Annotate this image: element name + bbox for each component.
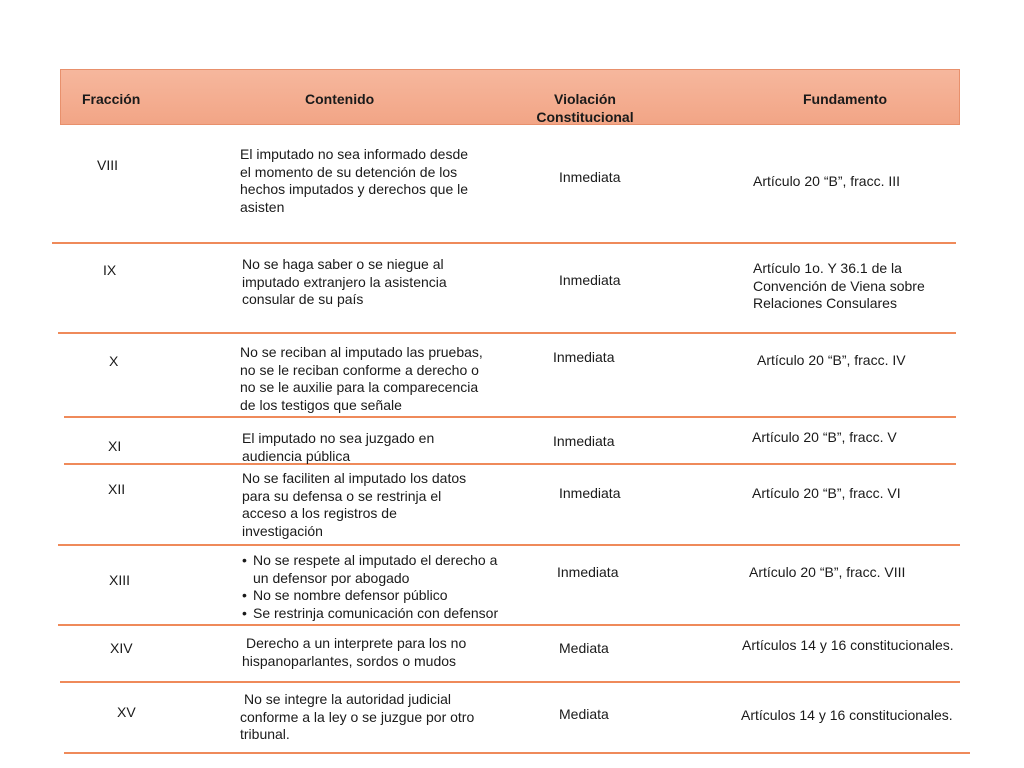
row-contenido: No se reciban al imputado las pruebas, no se le reciban conforme a derecho o no se le auxilie para la comparecencia de los testigos que señale (240, 344, 483, 413)
row-divider (58, 332, 956, 334)
row-fundamento: Artículo 20 “B”, fracc. III (753, 173, 901, 189)
row-violacion: Inmediata (553, 433, 615, 449)
row-fraccion: X (109, 353, 119, 369)
row-fraccion: XII (108, 481, 126, 497)
row-divider (52, 242, 956, 244)
row-fundamento: Artículo 1o. Y 36.1 de la Convención de Viena sobre Relaciones Consulares (753, 260, 925, 311)
row-divider (60, 681, 960, 683)
row-fraccion: XIII (109, 572, 131, 588)
row-contenido-list (242, 552, 512, 622)
row-contenido: El imputado no sea informado desde el momento de su detención de los hechos imputados y derechos que le asisten (240, 146, 469, 215)
row-divider (58, 624, 960, 626)
row-violacion: Inmediata (559, 169, 621, 185)
row-contenido: No se haga saber o se niegue al imputado extranjero la asistencia consular de su país (242, 256, 447, 307)
row-fraccion: XIV (110, 640, 133, 656)
row-fundamento: Artículo 20 “B”, fracc. VIII (749, 564, 906, 580)
list-item: • Se restrinja comunicación con defensor (242, 605, 512, 623)
row-contenido: No se integre la autoridad judicial conforme a la ley o se juzgue por otro tribunal. (240, 691, 475, 742)
row-fundamento: Artículo 20 “B”, fracc. IV (757, 352, 906, 368)
row-contenido: El imputado no sea juzgado en audiencia pública (242, 430, 435, 464)
row-divider (58, 544, 960, 546)
row-violacion: Mediata (559, 706, 609, 722)
row-divider (64, 416, 956, 418)
row-divider (64, 752, 970, 754)
header-fundamento: Fundamento (803, 91, 887, 107)
header-contenido: Contenido (305, 91, 375, 107)
row-divider (64, 463, 956, 465)
row-fraccion: IX (103, 262, 117, 278)
row-violacion: Inmediata (559, 485, 621, 501)
header-violacion: Violación Constitucional (536, 91, 634, 125)
row-fundamento: Artículo 20 “B”, fracc. VI (752, 485, 901, 501)
row-fundamento: Artículos 14 y 16 constitucionales. (741, 707, 953, 723)
row-violacion: Inmediata (553, 349, 615, 365)
row-violacion: Inmediata (559, 272, 621, 288)
list-item: • No se nombre defensor público (242, 587, 512, 605)
list-item: • No se respete al imputado el derecho a un defensor por abogado (242, 552, 512, 587)
row-fundamento: Artículos 14 y 16 constitucionales. (742, 637, 954, 653)
row-fundamento: Artículo 20 “B”, fracc. V (752, 429, 897, 445)
row-contenido: Derecho a un interprete para los no hispanoparlantes, sordos o mudos (242, 635, 467, 669)
header-fraccion: Fracción (82, 91, 141, 107)
row-violacion: Inmediata (557, 564, 619, 580)
row-fraccion: VIII (97, 157, 119, 173)
row-violacion: Mediata (559, 640, 609, 656)
row-fraccion: XV (117, 704, 136, 720)
row-contenido: No se faciliten al imputado los datos para su defensa o se restrinja el acceso a los registros de investigación (242, 470, 467, 539)
row-fraccion: XI (108, 438, 122, 454)
